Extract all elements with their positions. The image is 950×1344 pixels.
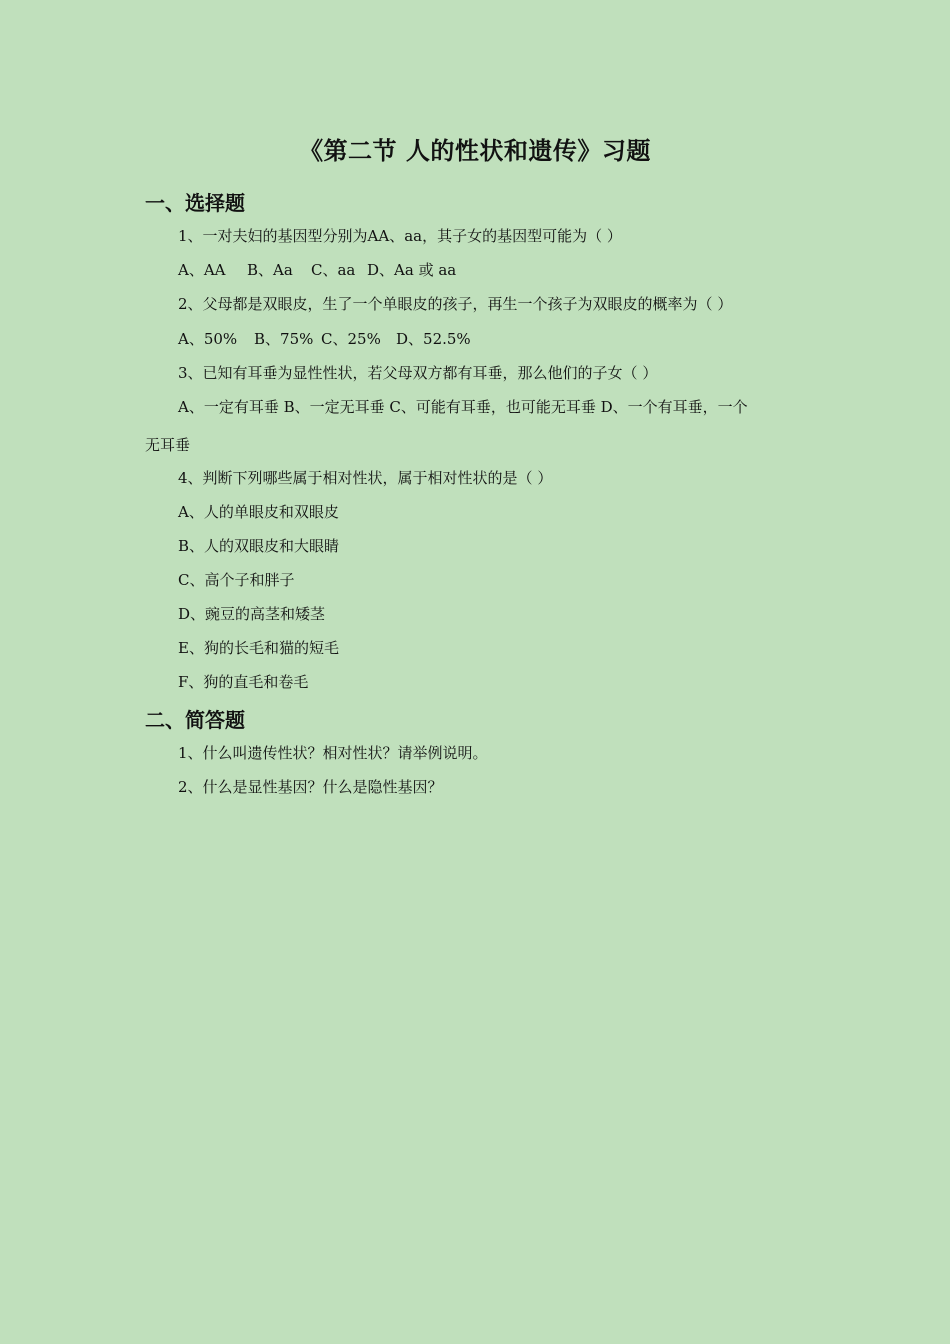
question-4-option-d: D、豌豆的高茎和矮茎 <box>178 605 326 623</box>
option-c: C、25% <box>321 330 381 348</box>
option-b: B、Aa <box>247 261 293 279</box>
question-3-options-continued: 无耳垂 <box>145 436 191 454</box>
page-title: 《第二节 人的性状和遗传》习题 <box>299 137 651 165</box>
question-1-options <box>178 260 456 280</box>
question-3: 3、已知有耳垂为显性性状，若父母双方都有耳垂，那么他们的子女（ ） <box>178 364 658 382</box>
option-b: B、75% <box>254 330 314 348</box>
question-2: 2、父母都是双眼皮，生了一个单眼皮的孩子，再生一个孩子为双眼皮的概率为（ ） <box>178 295 733 313</box>
question-4-option-f: F、狗的直毛和卷毛 <box>178 673 309 691</box>
question-4-option-a: A、人的单眼皮和双眼皮 <box>178 503 339 521</box>
option-d: D、Aa 或 aa <box>367 261 457 279</box>
section-heading-choice: 一、选择题 <box>145 191 245 215</box>
option-c: C、aa <box>311 261 356 279</box>
question-4: 4、判断下列哪些属于相对性状，属于相对性状的是（ ） <box>178 469 553 487</box>
question-2-options <box>178 329 471 349</box>
question-4-option-c: C、高个子和胖子 <box>178 571 295 589</box>
short-answer-question-1: 1、什么叫遗传性状？相对性状？请举例说明。 <box>178 744 488 762</box>
question-4-option-b: B、人的双眼皮和大眼睛 <box>178 537 340 555</box>
option-a: A、50% <box>178 330 238 348</box>
option-d: D、52.5% <box>396 330 471 348</box>
section-heading-short-answer: 二、简答题 <box>145 708 245 732</box>
question-3-options: A、一定有耳垂 B、一定无耳垂 C、可能有耳垂，也可能无耳垂 D、一个有耳垂，一个 <box>178 398 748 416</box>
question-4-option-e: E、狗的长毛和猫的短毛 <box>178 639 339 657</box>
question-1: 1、一对夫妇的基因型分别为AA、aa，其子女的基因型可能为（ ） <box>178 227 622 245</box>
short-answer-question-2: 2、什么是显性基因？什么是隐性基因？ <box>178 778 443 796</box>
option-a: A、AA <box>178 261 226 279</box>
